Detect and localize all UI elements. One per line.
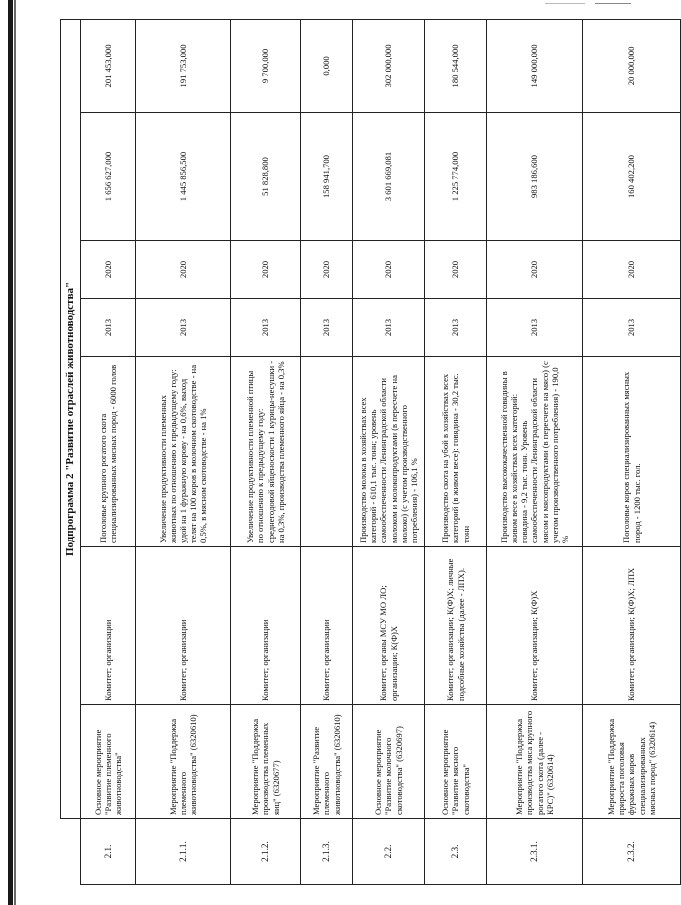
subprogram-title: Подпрограмма 2 "Развитие отраслей животноводства" [61, 19, 81, 818]
scan-binding-edge-shadow [14, 0, 16, 905]
table-row [583, 19, 681, 884]
executors-cell: Комитет; организации [231, 547, 301, 705]
end-year-cell: 2020 [583, 241, 681, 299]
event-name-cell: Мероприятие "Поддержка производства племенных яиц" (6320677) [231, 705, 301, 819]
event-name-cell: Мероприятие "Поддержка производства мяса крупного рогатого скота (далее - КРС)" (6320614) [487, 705, 583, 819]
indicators-cell: Поголовье коров специализированных мясных пород - 1200 тыс. гол. [583, 357, 681, 547]
regional-funding-cell: 149 000,000 [487, 19, 583, 112]
scan-edge-mark [545, 3, 585, 4]
end-year-cell: 2020 [425, 241, 487, 299]
regional-funding-cell: 20 000,000 [583, 19, 681, 112]
start-year-cell: 2013 [583, 299, 681, 357]
subprogram-table [60, 19, 681, 885]
row-number-cell: 2.1.1. [136, 819, 231, 885]
start-year-cell: 2013 [425, 299, 487, 357]
total-funding-cell: 158 941,700 [301, 113, 353, 241]
end-year-cell: 2020 [81, 241, 136, 299]
table-row [231, 19, 301, 884]
total-funding-cell: 51 828,800 [231, 113, 301, 241]
end-year-cell: 2020 [487, 241, 583, 299]
table-row [301, 19, 353, 884]
row-number-cell: 2.1. [81, 819, 136, 885]
table-row [487, 19, 583, 884]
event-name-cell: Мероприятие "Поддержка племенного животноводства" (6320610) [136, 705, 231, 819]
event-name-cell: Мероприятие "Развитие племенного животноводства" (6320610) [301, 705, 353, 819]
total-funding-cell: 983 186,600 [487, 113, 583, 241]
total-funding-cell: 1 656 627,000 [81, 113, 136, 241]
indicators-cell: Производство молока в хозяйствах всех категорий - 610,1 тыс. тонн; уровень самообеспеченности Ленинградской области молоком и молокопродуктами (в пересчете на молоко) (с учетом производственного потребления) - 106,1 % [353, 357, 425, 547]
total-funding-cell: 1 225 774,000 [425, 113, 487, 241]
end-year-cell: 2020 [136, 241, 231, 299]
event-name-cell: Мероприятие "Поддержка прироста поголовья фуражных коров специализированных мясных пород" (6320614) [583, 705, 681, 819]
scan-binding-edge [8, 0, 13, 905]
executors-cell: Комитет; организации [136, 547, 231, 705]
end-year-cell: 2020 [301, 241, 353, 299]
blank-cell [61, 819, 81, 885]
row-number-cell: 2.3.2. [583, 819, 681, 885]
indicators-cell: Поголовье крупного рогатого скота специализированных мясных пород - 6000 голов [81, 357, 136, 547]
regional-funding-cell: 201 453,000 [81, 19, 136, 112]
start-year-cell: 2013 [136, 299, 231, 357]
executors-cell: Комитет; организации; К(Ф)Х; ЛПХ [583, 547, 681, 705]
start-year-cell: 2013 [353, 299, 425, 357]
total-funding-cell: 3 601 669,081 [353, 113, 425, 241]
start-year-cell: 2013 [487, 299, 583, 357]
row-number-cell: 2.1.3. [301, 819, 353, 885]
indicators-cell: Увеличение продуктивности племенных животных по отношению к предыдущему году: удой на 1 фуражную корову - на 0,6%, выход телят на 100 коров в молочном скотоводстве - на 0,5%, в мясном скотоводстве - на 1% [136, 357, 231, 547]
indicators-cell: Увеличение продуктивности племенной птицы по отношению к предыдущему году: среднегодовой яйценоскости 1 курицы-несушки - на 0,3%, производства племенного яйца - на 0,3% [231, 357, 301, 547]
table-row [425, 19, 487, 884]
end-year-cell: 2020 [353, 241, 425, 299]
indicators-cell: Производство скота на убой в хозяйствах всех категорий (в живом весе): говядина - 30,2 тыс. тонн [425, 357, 487, 547]
table-row [81, 19, 136, 884]
regional-funding-cell: 302 000,000 [353, 19, 425, 112]
table-row [136, 19, 231, 884]
table-row [353, 19, 425, 884]
start-year-cell: 2013 [231, 299, 301, 357]
end-year-cell: 2020 [231, 241, 301, 299]
regional-funding-cell: 0,000 [301, 19, 353, 112]
executors-cell: Комитет; организации; К(Ф)Х [487, 547, 583, 705]
executors-cell: Комитет; органы МСУ МО ЛО; организации; К(Ф)Х [353, 547, 425, 705]
start-year-cell: 2013 [301, 299, 353, 357]
scan-edge-mark [595, 3, 631, 4]
executors-cell: Комитет; организации [81, 547, 136, 705]
regional-funding-cell: 9 700,000 [231, 19, 301, 112]
regional-funding-cell: 180 544,000 [425, 19, 487, 112]
row-number-cell: 2.3.1. [487, 819, 583, 885]
row-number-cell: 2.1.2. [231, 819, 301, 885]
event-name-cell: Основное мероприятие "Развитие мясного скотоводства" [425, 705, 487, 819]
executors-cell: Комитет; организации; К(Ф)Х; личные подсобные хозяйства (далее - ЛПХ). [425, 547, 487, 705]
executors-cell: Комитет; организации [301, 547, 353, 705]
indicators-cell [301, 357, 353, 547]
start-year-cell: 2013 [81, 299, 136, 357]
total-funding-cell: 1 445 856,500 [136, 113, 231, 241]
row-number-cell: 2.2. [353, 819, 425, 885]
total-funding-cell: 160 402,200 [583, 113, 681, 241]
row-number-cell: 2.3. [425, 819, 487, 885]
rotated-document-page [60, 20, 657, 885]
regional-funding-cell: 191 753,000 [136, 19, 231, 112]
indicators-cell: Производство высококачественной говядины в живом весе в хозяйствах всех категорий: говядина - 9,2 тыс. тонн. Уровень самообеспеченности Ленинградской области мясом и мясопродуктами (в пересчете на мясо) (с учетом производственного потребления) - 190,0 % [487, 357, 583, 547]
event-name-cell: Основное мероприятие "Развитие молочного скотоводства" (6320697) [353, 705, 425, 819]
event-name-cell: Основное мероприятие "Развитие племенного животноводства" [81, 705, 136, 819]
